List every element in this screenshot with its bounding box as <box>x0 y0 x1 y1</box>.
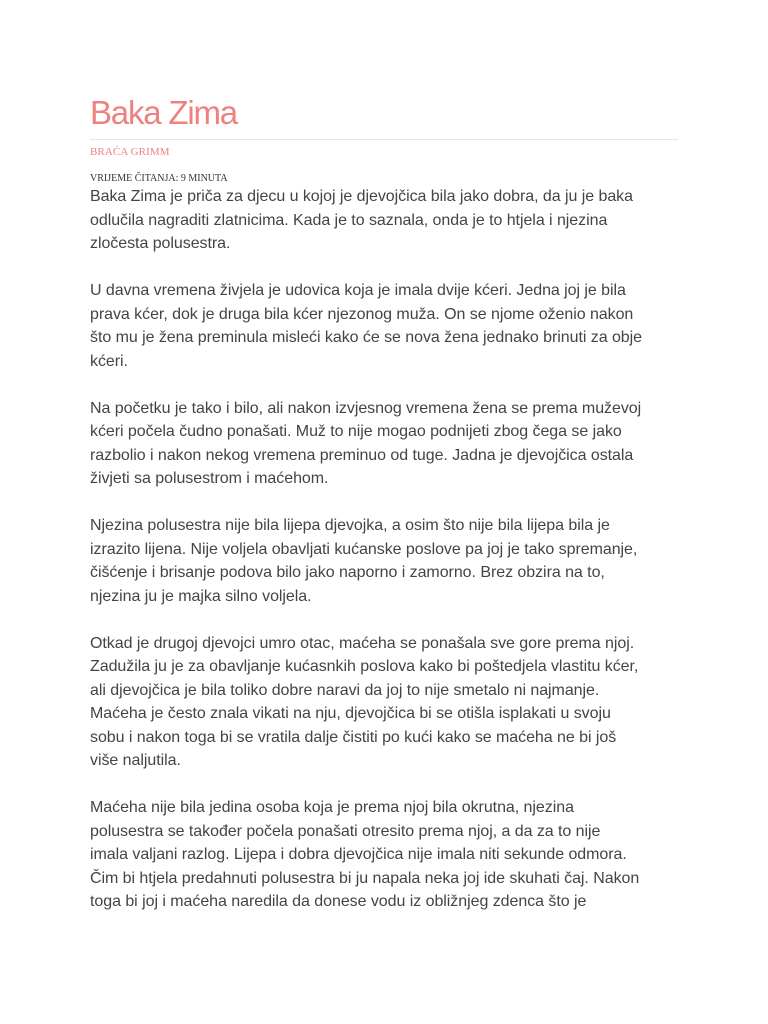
story-body <box>90 185 690 937</box>
text-line: čišćenje i brisanje podova bilo jako naporno i zamorno. Brez obzira na to, <box>90 564 605 581</box>
story-paragraph <box>90 279 690 373</box>
text-line: živjeti sa polusestrom i maćehom. <box>90 470 329 487</box>
text-line: kćeri počela čudno ponašati. Muž to nije mogao podnijeti zbog čega se jako <box>90 423 622 440</box>
text-line: U davna vremena živjela je udovica koja je imala dvije kćeri. Jedna joj je bila <box>90 282 626 299</box>
text-line: Maćeha je često znala vikati na nju, djevojčica bi se otišla isplakati u svoju <box>90 705 611 722</box>
text-line: više naljutila. <box>90 752 181 769</box>
text-line: Otkad je drugoj djevojci umro otac, maćeha se ponašala sve gore prema njoj. <box>90 634 635 652</box>
story-title: Baka Zima <box>90 94 237 131</box>
text-line: sobu i nakon toga bi se vratila dalje čistiti po kući kako se maćeha ne bi još <box>90 728 617 746</box>
story-paragraph <box>90 632 690 773</box>
story-author: BRAĆA GRIMM <box>90 146 170 158</box>
text-line: ali djevojčica je bila toliko dobre naravi da joj to nije smetalo ni najmanje. <box>90 681 600 699</box>
text-line: razbolio i nakon nekog vremena preminuo od tuge. Jadna je djevojčica ostala <box>90 446 634 464</box>
reading-time: VRIJEME ČITANJA: 9 MINUTA <box>90 173 228 184</box>
text-line: Čim bi htjela predahnuti polusestra bi ju napala neka joj ide skuhati čaj. Nakon <box>90 869 640 887</box>
text-line: polusestra se također počela ponašati otresito prema njoj, a da za to nije <box>90 822 601 840</box>
text-line: Na početku je tako i bilo, ali nakon izvjesnog vremena žena se prema muževoj <box>90 399 642 417</box>
text-line: zločesta polusestra. <box>90 235 231 252</box>
text-line: Njezina polusestra nije bila lijepa djevojka, a osim što nije bila lijepa bila je <box>90 517 610 534</box>
title-divider <box>90 139 678 140</box>
text-line: toga bi joj i maćeha naredila da donese vodu iz obližnjeg zdenca što je <box>90 893 587 910</box>
text-line: njezina ju je majka silno voljela. <box>90 587 312 605</box>
text-line: što mu je žena preminula misleći kako će se nova žena jednako brinuti za obje <box>90 329 643 346</box>
text-line: Baka Zima je priča za djecu u kojoj je djevojčica bila jako dobra, da ju je baka <box>90 188 633 205</box>
text-line: prava kćer, dok je druga bila kćer njezonog muža. On se njome oženio nakon <box>90 305 634 323</box>
text-line: odlučila nagraditi zlatnicima. Kada je to saznala, onda je to htjela i njezina <box>90 211 608 229</box>
text-line: Zadužila ju je za obavljanje kućasnkih poslova kako bi poštedjela vlastitu kćer, <box>90 658 639 675</box>
story-paragraph <box>90 397 690 491</box>
text-line: izrazito lijena. Nije voljela obavljati kućanske poslove pa joj je tako spremanje, <box>90 540 638 558</box>
story-paragraph <box>90 796 690 914</box>
text-line: imala valjani razlog. Lijepa i dobra djevojčica nije imala niti sekunde odmora. <box>90 846 627 863</box>
text-line: Maćeha nije bila jedina osoba koja je prema njoj bila okrutna, njezina <box>90 799 574 816</box>
text-line: kćeri. <box>90 352 128 370</box>
story-paragraph <box>90 185 690 256</box>
story-paragraph <box>90 514 690 608</box>
